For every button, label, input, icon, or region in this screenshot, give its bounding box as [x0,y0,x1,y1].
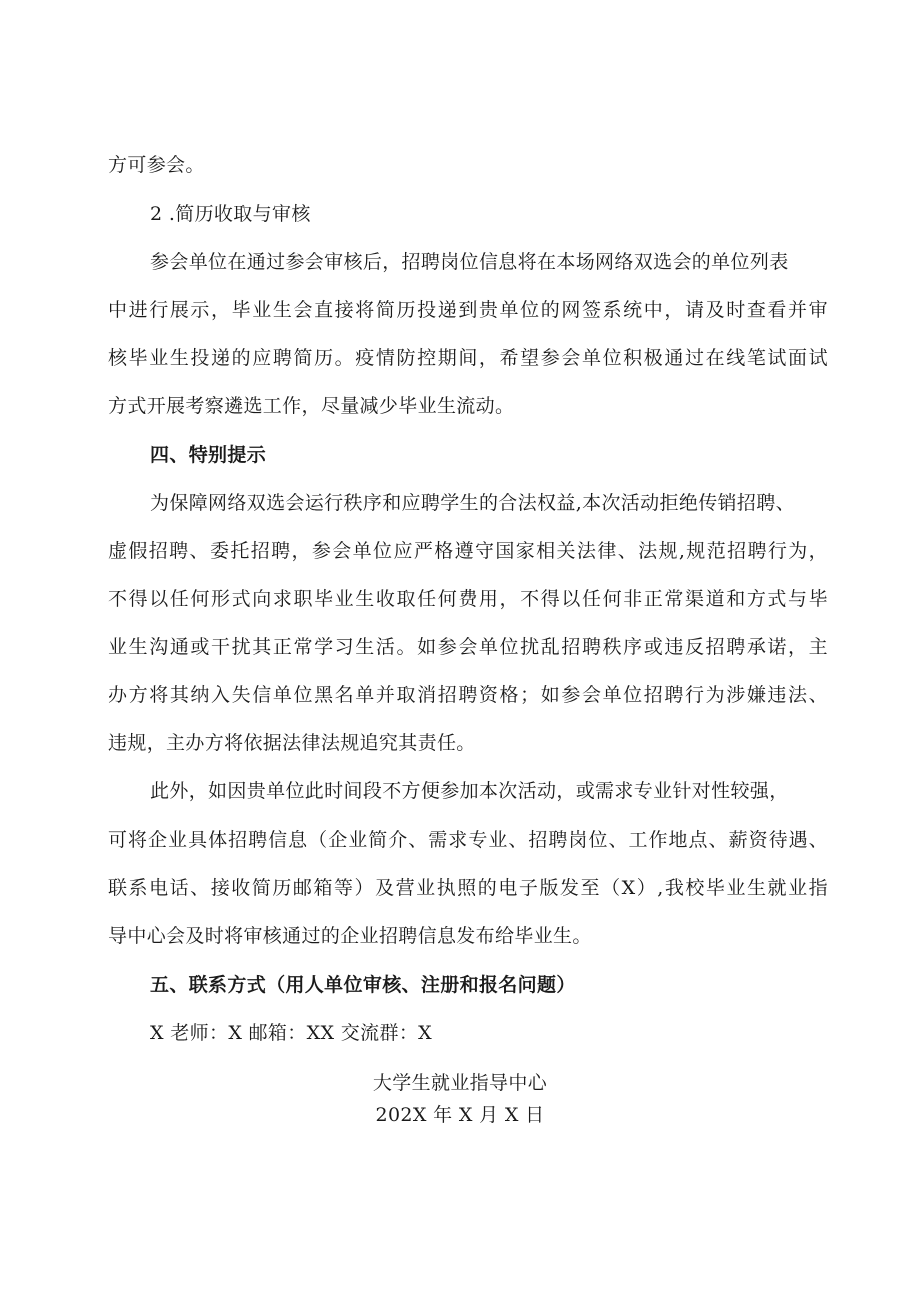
signature-organization: 大学生就业指导中心 [372,1072,548,1094]
paragraph-line: 导中心会及时将审核通过的企业招聘信息发布给毕业生。 [108,925,592,947]
section-subheading: 2 .简历收取与审核 [150,203,311,225]
paragraph-line: 违规，主办方将依据法律法规追究其责任。 [108,732,476,754]
paragraph-line: 业生沟通或干扰其正常学习生活。如参会单位扰乱招聘秩序或违反招聘承诺，主 [108,636,828,658]
paragraph-line: 不得以任何形式向求职毕业生收取任何费用，不得以任何非正常渠道和方式与毕 [108,588,828,610]
paragraph-line: 核毕业生投递的应聘简历。疫情防控期间，希望参会单位积极通过在线笔试面试 [108,347,828,369]
paragraph-line: 参会单位在通过参会审核后，招聘岗位信息将在本场网络双选会的单位列表 [150,251,789,273]
paragraph-line: 虚假招聘、委托招聘，参会单位应严格遵守国家相关法律、法规,规范招聘行为， [108,540,828,562]
paragraph-line: 此外，如因贵单位此时间段不方便参加本次活动，或需求专业针对性较强， [150,780,789,802]
paragraph-line: 为保障网络双选会运行秩序和应聘学生的合法权益,本次活动拒绝传销招聘、 [150,492,795,514]
paragraph-line: 联系电话、接收简历邮箱等）及营业执照的电子版发至（X）,我校毕业生就业指 [108,877,828,899]
section-heading: 四、特别提示 [150,444,267,466]
paragraph-line: 办方将其纳入失信单位黑名单并取消招聘资格；如参会单位招聘行为涉嫌违法、 [108,684,828,706]
paragraph-line: 方可参会。 [108,154,205,176]
contact-line: X 老师：X 邮箱：XX 交流群：X [150,1022,433,1044]
paragraph-line: 可将企业具体招聘信息（企业简介、需求专业、招聘岗位、工作地点、薪资待遇、 [108,829,828,851]
section-heading: 五、联系方式（用人单位审核、注册和报名问题） [150,974,576,996]
paragraph-line: 中进行展示，毕业生会直接将简历投递到贵单位的网签系统中，请及时查看并审 [108,299,828,321]
paragraph-line: 方式开展考察遴选工作，尽量减少毕业生流动。 [108,395,515,417]
signature-date: 202X 年 X 月 X 日 [375,1104,545,1126]
